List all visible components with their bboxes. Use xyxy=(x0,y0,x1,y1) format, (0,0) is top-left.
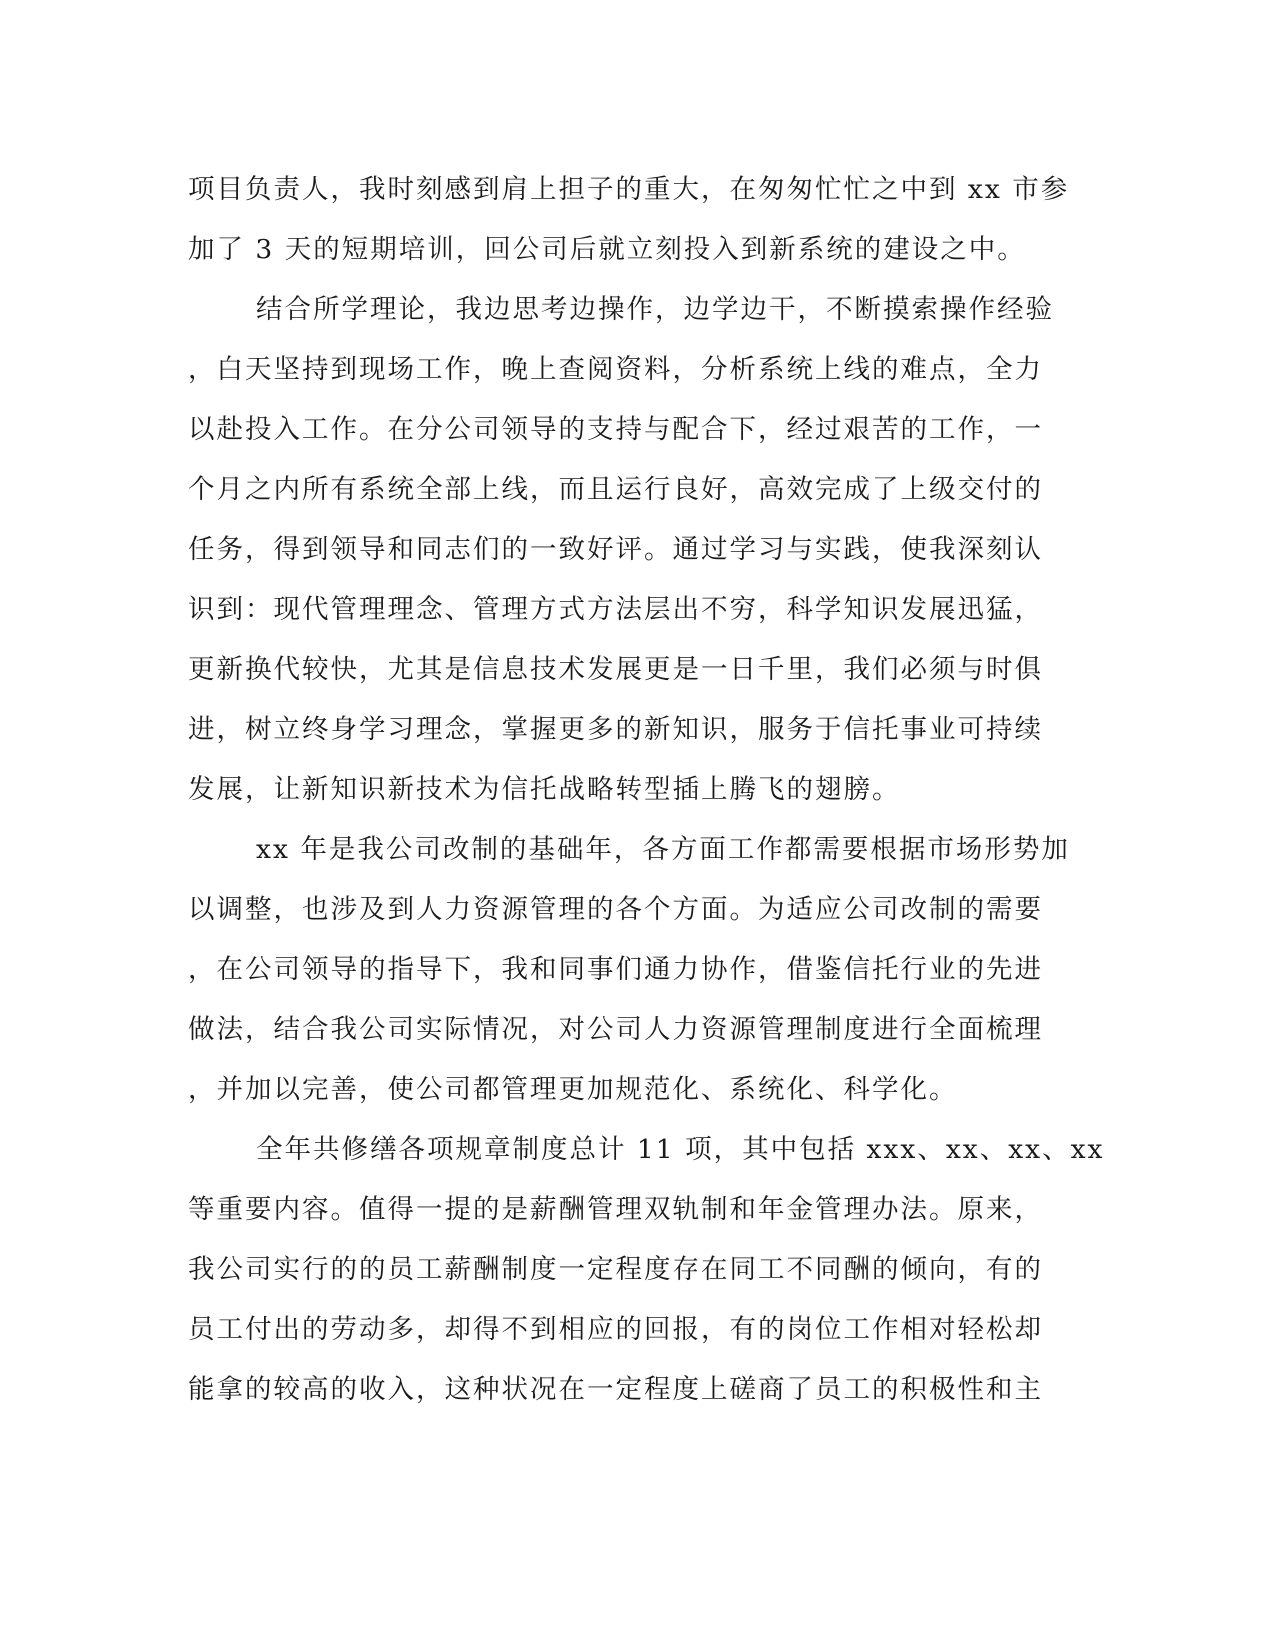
text-line: 以赴投入工作。在分公司领导的支持与配合下，经过艰苦的工作，一 xyxy=(188,414,1043,445)
text-line: 做法，结合我公司实际情况，对公司人力资源管理制度进行全面梳理 xyxy=(188,1014,1043,1045)
paragraph-3 xyxy=(188,820,1088,1120)
text-line: 个月之内所有系统全部上线，而且运行良好，高效完成了上级交付的 xyxy=(188,474,1043,505)
text-line: 任务，得到领导和同志们的一致好评。通过学习与实践，使我深刻认 xyxy=(188,534,1043,565)
text-line: 等重要内容。值得一提的是薪酬管理双轨制和年金管理办法。原来， xyxy=(188,1194,1043,1225)
text-line: 全年共修缮各项规章制度总计 11 项，其中包括 xxx、xx、xx、xx xyxy=(256,1134,1105,1165)
text-line: 我公司实行的的员工薪酬制度一定程度存在同工不同酬的倾向，有的 xyxy=(188,1254,1043,1285)
text-line: 员工付出的劳动多，却得不到相应的回报，有的岗位工作相对轻松却 xyxy=(188,1314,1043,1345)
text-line: 结合所学理论，我边思考边操作，边学边干，不断摸索操作经验 xyxy=(256,294,1054,325)
text-line: 能拿的较高的收入，这种状况在一定程度上磋商了员工的积极性和主 xyxy=(188,1374,1043,1405)
text-line: 加了 3 天的短期培训，回公司后就立刻投入到新系统的建设之中。 xyxy=(188,234,1026,265)
text-line: ，白天坚持到现场工作，晚上查阅资料，分析系统上线的难点，全力 xyxy=(188,354,1043,385)
text-line: ，并加以完善，使公司都管理更加规范化、系统化、科学化。 xyxy=(188,1074,958,1105)
text-line: 项目负责人，我时刻感到肩上担子的重大，在匆匆忙忙之中到 xx 市参 xyxy=(188,174,1070,205)
text-line: 进，树立终身学习理念，掌握更多的新知识，服务于信托事业可持续 xyxy=(188,714,1043,745)
document-body xyxy=(188,160,1105,1420)
paragraph-2 xyxy=(188,280,1088,820)
paragraph-4 xyxy=(188,1120,1105,1420)
text-line: 以调整，也涉及到人力资源管理的各个方面。为适应公司改制的需要 xyxy=(188,894,1043,925)
text-line: xx 年是我公司改制的基础年，各方面工作都需要根据市场形势加 xyxy=(256,834,1070,865)
text-line: ，在公司领导的指导下，我和同事们通力协作，借鉴信托行业的先进 xyxy=(188,954,1043,985)
text-line: 发展，让新知识新技术为信托战略转型插上腾飞的翅膀。 xyxy=(188,774,901,805)
paragraph-1 xyxy=(188,160,1088,280)
text-line: 识到：现代管理理念、管理方式方法层出不穷，科学知识发展迅猛， xyxy=(188,594,1043,625)
text-line: 更新换代较快，尤其是信息技术发展更是一日千里，我们必须与时俱 xyxy=(188,654,1043,685)
